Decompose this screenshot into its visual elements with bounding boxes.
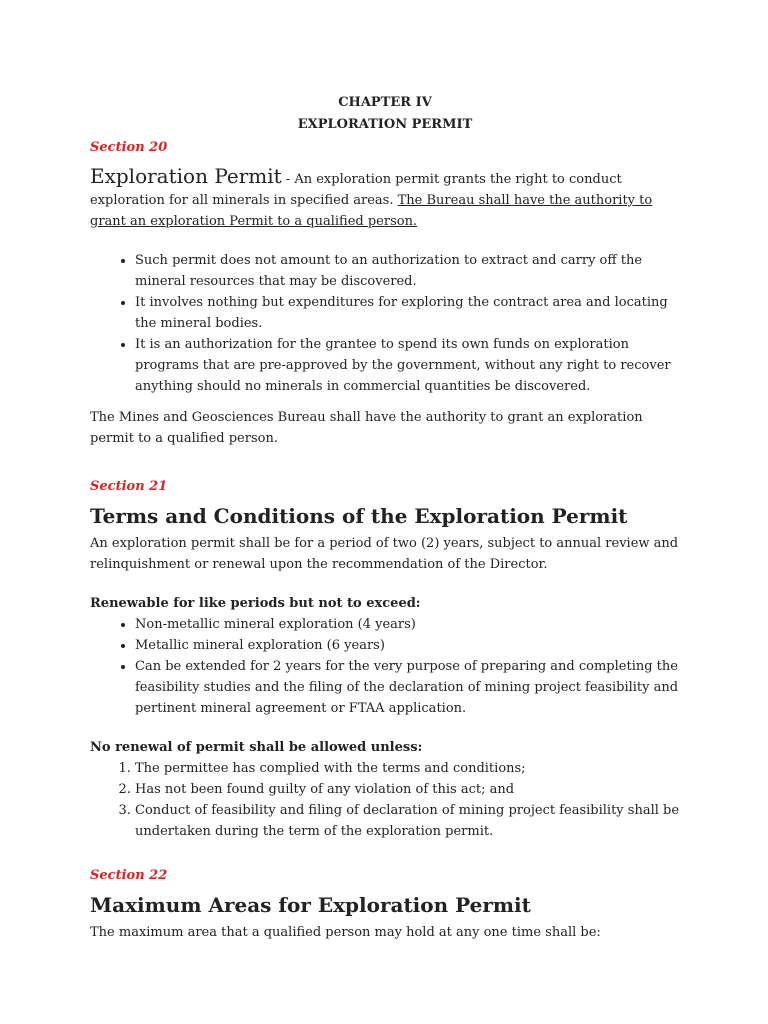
list-item: 2. Has not been found guilty of any violation of this act; and xyxy=(135,779,680,800)
list-item: • It is an authorization for the grantee to spend its own funds on exploration programs that are pre-approved by the government, without any right to recover anything should no minerals in commercial quantities be discovered. xyxy=(135,334,680,397)
section-22-intro: The maximum area that a qualified person may hold at any one time shall be: xyxy=(90,925,601,940)
section-20-paragraph xyxy=(90,162,680,232)
section-20-label: Section 20 xyxy=(90,140,168,155)
no-renewal-list xyxy=(90,758,680,842)
section-21-label: Section 21 xyxy=(90,479,168,494)
section-20-intro: - An exploration permit grants the right to conduct exploration for all minerals in specified areas. xyxy=(90,172,622,208)
document-page xyxy=(90,92,680,943)
list-item: • Can be extended for 2 years for the very purpose of preparing and completing the feasibility studies and the filing of the declaration of mining project feasibility and pertinent mineral agreement or FTAA application. xyxy=(135,656,680,719)
section-22-label: Section 22 xyxy=(90,868,168,883)
chapter-title: EXPLORATION PERMIT xyxy=(297,117,473,132)
list-item: • It involves nothing but expenditures for exploring the contract area and locating the mineral bodies. xyxy=(135,292,680,334)
section-21-intro: An exploration permit shall be for a period of two (2) years, subject to annual review and relinquishment or renewal upon the recommendation of the Director. xyxy=(90,536,679,572)
section-20-heading: Exploration Permit xyxy=(90,164,282,188)
section-20-bullets xyxy=(90,250,680,397)
section-20-underlined: The Bureau shall have the authority to grant an exploration Permit to a qualified person. xyxy=(90,193,653,229)
renewable-list xyxy=(90,614,680,719)
renewable-label: Renewable for like periods but not to exceed: xyxy=(90,596,421,611)
list-item: 3. Conduct of feasibility and filing of declaration of mining project feasibility shall be undertaken during the term of the exploration permit. xyxy=(135,800,680,842)
chapter-number: CHAPTER IV xyxy=(338,95,432,110)
list-item: • Non-metallic mineral exploration (4 years) xyxy=(135,614,680,635)
list-item: • Such permit does not amount to an authorization to extract and carry off the mineral resources that may be discovered. xyxy=(135,250,680,292)
section-21-heading: Terms and Conditions of the Exploration Permit xyxy=(90,504,628,528)
section-22-heading: Maximum Areas for Exploration Permit xyxy=(90,893,531,917)
section-20-closing: The Mines and Geosciences Bureau shall have the authority to grant an exploration permit to a qualified person. xyxy=(90,410,643,446)
list-item: • Metallic mineral exploration (6 years) xyxy=(135,635,680,656)
no-renewal-label: No renewal of permit shall be allowed unless: xyxy=(90,740,423,755)
list-item: 1. The permittee has complied with the terms and conditions; xyxy=(135,758,680,779)
